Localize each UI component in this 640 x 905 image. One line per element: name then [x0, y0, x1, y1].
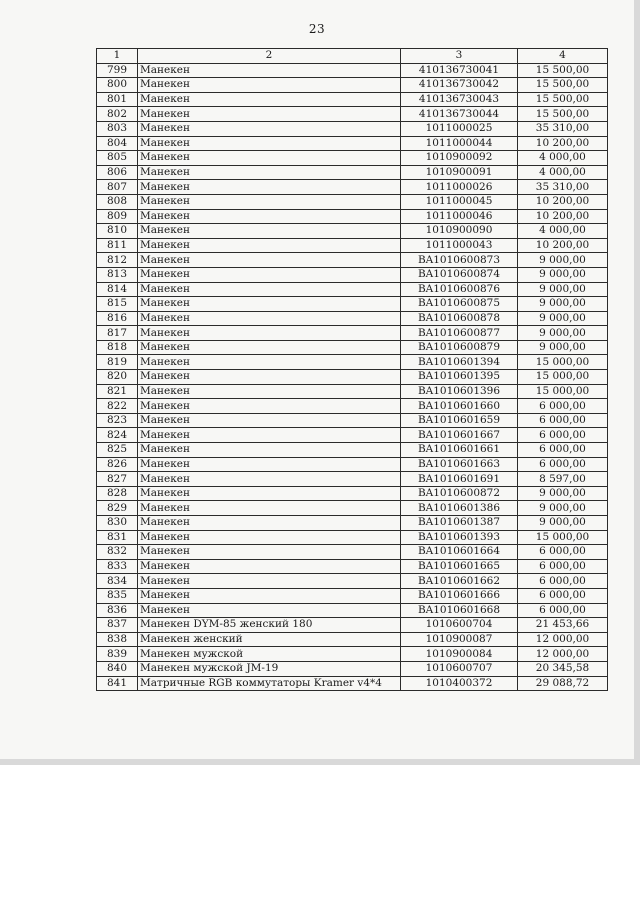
table-row	[97, 676, 608, 691]
table-row	[97, 355, 608, 370]
amount-cell: 6 000,00	[518, 603, 608, 618]
inventory-code-cell: BA1010601395	[401, 370, 518, 385]
row-number-cell: 807	[97, 180, 138, 195]
item-name-cell: Манекен	[138, 574, 401, 589]
table-row	[97, 501, 608, 516]
inventory-code-cell: 1011000045	[401, 194, 518, 209]
amount-cell: 4 000,00	[518, 151, 608, 166]
inventory-code-cell: BA1010601386	[401, 501, 518, 516]
row-number-cell: 821	[97, 384, 138, 399]
inventory-code-cell: BA1010600878	[401, 311, 518, 326]
row-number-cell: 818	[97, 340, 138, 355]
table-row	[97, 413, 608, 428]
table-row	[97, 107, 608, 122]
inventory-code-cell: 1011000026	[401, 180, 518, 195]
amount-cell: 6 000,00	[518, 413, 608, 428]
item-name-cell: Манекен мужской JM-19	[138, 661, 401, 676]
table-row	[97, 63, 608, 78]
inventory-code-cell: BA1010600874	[401, 267, 518, 282]
inventory-code-cell: BA1010601396	[401, 384, 518, 399]
table-row	[97, 559, 608, 574]
amount-cell: 35 310,00	[518, 180, 608, 195]
row-number-cell: 811	[97, 238, 138, 253]
item-name-cell: Манекен	[138, 399, 401, 414]
amount-cell: 6 000,00	[518, 588, 608, 603]
item-name-cell: Манекен	[138, 530, 401, 545]
item-name-cell: Манекен женский	[138, 632, 401, 647]
row-number-cell: 832	[97, 545, 138, 560]
table-header-row	[97, 49, 608, 64]
amount-cell: 9 000,00	[518, 486, 608, 501]
amount-cell: 9 000,00	[518, 340, 608, 355]
amount-cell: 6 000,00	[518, 399, 608, 414]
item-name-cell: Манекен	[138, 282, 401, 297]
table-row	[97, 340, 608, 355]
column-header-2: 2	[138, 49, 401, 64]
inventory-code-cell: BA1010601691	[401, 472, 518, 487]
row-number-cell: 806	[97, 165, 138, 180]
inventory-code-cell: BA1010600872	[401, 486, 518, 501]
item-name-cell: Манекен	[138, 165, 401, 180]
amount-cell: 20 345,58	[518, 661, 608, 676]
table-row	[97, 209, 608, 224]
item-name-cell: Матричные RGB коммутаторы Kramer v4*4	[138, 676, 401, 691]
table-row	[97, 311, 608, 326]
item-name-cell: Манекен	[138, 413, 401, 428]
inventory-code-cell: 1011000046	[401, 209, 518, 224]
inventory-code-cell: BA1010600877	[401, 326, 518, 341]
table-row	[97, 530, 608, 545]
item-name-cell: Манекен	[138, 588, 401, 603]
amount-cell: 10 200,00	[518, 136, 608, 151]
table-row	[97, 661, 608, 676]
amount-cell: 35 310,00	[518, 121, 608, 136]
item-name-cell: Манекен	[138, 311, 401, 326]
table-row	[97, 282, 608, 297]
item-name-cell: Манекен	[138, 472, 401, 487]
amount-cell: 15 000,00	[518, 530, 608, 545]
inventory-code-cell: BA1010601660	[401, 399, 518, 414]
table-row	[97, 486, 608, 501]
amount-cell: 15 000,00	[518, 384, 608, 399]
inventory-code-cell: 1010900092	[401, 151, 518, 166]
row-number-cell: 838	[97, 632, 138, 647]
amount-cell: 9 000,00	[518, 326, 608, 341]
row-number-cell: 810	[97, 224, 138, 239]
inventory-code-cell: 1010600704	[401, 618, 518, 633]
inventory-code-cell: BA1010601668	[401, 603, 518, 618]
amount-cell: 15 500,00	[518, 92, 608, 107]
amount-cell: 10 200,00	[518, 209, 608, 224]
table-body	[97, 63, 608, 691]
column-header-1: 1	[97, 49, 138, 64]
table-row	[97, 238, 608, 253]
item-name-cell: Манекен	[138, 92, 401, 107]
inventory-code-cell: 1010900087	[401, 632, 518, 647]
row-number-cell: 830	[97, 516, 138, 531]
inventory-code-cell: 1011000025	[401, 121, 518, 136]
item-name-cell: Манекен	[138, 559, 401, 574]
row-number-cell: 816	[97, 311, 138, 326]
amount-cell: 6 000,00	[518, 559, 608, 574]
amount-cell: 6 000,00	[518, 443, 608, 458]
inventory-code-cell: BA1010601664	[401, 545, 518, 560]
table-row	[97, 603, 608, 618]
inventory-code-cell: 410136730041	[401, 63, 518, 78]
item-name-cell: Манекен	[138, 224, 401, 239]
table-row	[97, 136, 608, 151]
table-row	[97, 121, 608, 136]
amount-cell: 9 000,00	[518, 516, 608, 531]
amount-cell: 4 000,00	[518, 165, 608, 180]
inventory-code-cell: BA1010601659	[401, 413, 518, 428]
inventory-code-cell: 1010900084	[401, 647, 518, 662]
inventory-code-cell: 1010900090	[401, 224, 518, 239]
amount-cell: 21 453,66	[518, 618, 608, 633]
inventory-code-cell: BA1010601661	[401, 443, 518, 458]
table-row	[97, 151, 608, 166]
amount-cell: 6 000,00	[518, 428, 608, 443]
inventory-code-cell: BA1010601666	[401, 588, 518, 603]
amount-cell: 9 000,00	[518, 297, 608, 312]
inventory-code-cell: BA1010600876	[401, 282, 518, 297]
row-number-cell: 814	[97, 282, 138, 297]
table-row	[97, 384, 608, 399]
item-name-cell: Манекен	[138, 238, 401, 253]
amount-cell: 6 000,00	[518, 457, 608, 472]
row-number-cell: 837	[97, 618, 138, 633]
row-number-cell: 800	[97, 78, 138, 93]
inventory-code-cell: 410136730043	[401, 92, 518, 107]
amount-cell: 4 000,00	[518, 224, 608, 239]
amount-cell: 15 500,00	[518, 107, 608, 122]
amount-cell: 10 200,00	[518, 194, 608, 209]
item-name-cell: Манекен	[138, 486, 401, 501]
inventory-code-cell: BA1010600873	[401, 253, 518, 268]
inventory-code-cell: 1011000043	[401, 238, 518, 253]
table-row	[97, 457, 608, 472]
inventory-code-cell: BA1010601667	[401, 428, 518, 443]
table-row	[97, 588, 608, 603]
row-number-cell: 815	[97, 297, 138, 312]
inventory-code-cell: 410136730044	[401, 107, 518, 122]
table-row	[97, 516, 608, 531]
inventory-code-cell: BA1010601393	[401, 530, 518, 545]
row-number-cell: 829	[97, 501, 138, 516]
inventory-code-cell: BA1010601663	[401, 457, 518, 472]
item-name-cell: Манекен	[138, 516, 401, 531]
inventory-code-cell: 1011000044	[401, 136, 518, 151]
item-name-cell: Манекен	[138, 545, 401, 560]
amount-cell: 15 000,00	[518, 370, 608, 385]
row-number-cell: 803	[97, 121, 138, 136]
item-name-cell: Манекен	[138, 194, 401, 209]
row-number-cell: 801	[97, 92, 138, 107]
item-name-cell: Манекен	[138, 136, 401, 151]
inventory-table	[96, 48, 608, 691]
inventory-code-cell: BA1010600875	[401, 297, 518, 312]
item-name-cell: Манекен	[138, 267, 401, 282]
inventory-code-cell: 1010900091	[401, 165, 518, 180]
column-header-4: 4	[518, 49, 608, 64]
amount-cell: 9 000,00	[518, 267, 608, 282]
table-row	[97, 92, 608, 107]
table-row	[97, 180, 608, 195]
table-row	[97, 399, 608, 414]
item-name-cell: Манекен	[138, 63, 401, 78]
amount-cell: 10 200,00	[518, 238, 608, 253]
row-number-cell: 828	[97, 486, 138, 501]
amount-cell: 6 000,00	[518, 545, 608, 560]
item-name-cell: Манекен	[138, 180, 401, 195]
row-number-cell: 808	[97, 194, 138, 209]
amount-cell: 6 000,00	[518, 574, 608, 589]
row-number-cell: 834	[97, 574, 138, 589]
table-row	[97, 297, 608, 312]
amount-cell: 9 000,00	[518, 253, 608, 268]
item-name-cell: Манекен	[138, 253, 401, 268]
inventory-code-cell: BA1010601662	[401, 574, 518, 589]
row-number-cell: 804	[97, 136, 138, 151]
inventory-code-cell: 410136730042	[401, 78, 518, 93]
table-row	[97, 253, 608, 268]
row-number-cell: 819	[97, 355, 138, 370]
table-row	[97, 267, 608, 282]
inventory-code-cell: BA1010601394	[401, 355, 518, 370]
item-name-cell: Манекен	[138, 443, 401, 458]
table-row	[97, 647, 608, 662]
row-number-cell: 826	[97, 457, 138, 472]
table-row	[97, 78, 608, 93]
row-number-cell: 799	[97, 63, 138, 78]
row-number-cell: 841	[97, 676, 138, 691]
item-name-cell: Манекен	[138, 107, 401, 122]
table-row	[97, 472, 608, 487]
row-number-cell: 802	[97, 107, 138, 122]
item-name-cell: Манекен	[138, 297, 401, 312]
amount-cell: 9 000,00	[518, 311, 608, 326]
amount-cell: 9 000,00	[518, 501, 608, 516]
row-number-cell: 809	[97, 209, 138, 224]
item-name-cell: Манекен	[138, 384, 401, 399]
amount-cell: 15 500,00	[518, 78, 608, 93]
table-row	[97, 194, 608, 209]
inventory-code-cell: BA1010600879	[401, 340, 518, 355]
table-row	[97, 326, 608, 341]
row-number-cell: 817	[97, 326, 138, 341]
amount-cell: 12 000,00	[518, 632, 608, 647]
row-number-cell: 833	[97, 559, 138, 574]
item-name-cell: Манекен мужской	[138, 647, 401, 662]
amount-cell: 9 000,00	[518, 282, 608, 297]
amount-cell: 15 000,00	[518, 355, 608, 370]
table-row	[97, 165, 608, 180]
column-header-3: 3	[401, 49, 518, 64]
table-row	[97, 443, 608, 458]
inventory-code-cell: BA1010601387	[401, 516, 518, 531]
row-number-cell: 827	[97, 472, 138, 487]
item-name-cell: Манекен	[138, 121, 401, 136]
item-name-cell: Манекен	[138, 78, 401, 93]
item-name-cell: Манекен	[138, 603, 401, 618]
row-number-cell: 813	[97, 267, 138, 282]
table-row	[97, 618, 608, 633]
table-row	[97, 370, 608, 385]
item-name-cell: Манекен	[138, 355, 401, 370]
row-number-cell: 825	[97, 443, 138, 458]
inventory-code-cell: 1010600707	[401, 661, 518, 676]
item-name-cell: Манекен	[138, 209, 401, 224]
inventory-code-cell: BA1010601665	[401, 559, 518, 574]
item-name-cell: Манекен DYM-85 женский 180	[138, 618, 401, 633]
row-number-cell: 839	[97, 647, 138, 662]
item-name-cell: Манекен	[138, 326, 401, 341]
table-row	[97, 545, 608, 560]
item-name-cell: Манекен	[138, 340, 401, 355]
item-name-cell: Манекен	[138, 151, 401, 166]
row-number-cell: 836	[97, 603, 138, 618]
table-row	[97, 428, 608, 443]
inventory-code-cell: 1010400372	[401, 676, 518, 691]
row-number-cell: 822	[97, 399, 138, 414]
row-number-cell: 840	[97, 661, 138, 676]
row-number-cell: 831	[97, 530, 138, 545]
table-row	[97, 632, 608, 647]
item-name-cell: Манекен	[138, 501, 401, 516]
row-number-cell: 823	[97, 413, 138, 428]
row-number-cell: 812	[97, 253, 138, 268]
row-number-cell: 824	[97, 428, 138, 443]
table-row	[97, 224, 608, 239]
amount-cell: 12 000,00	[518, 647, 608, 662]
amount-cell: 29 088,72	[518, 676, 608, 691]
amount-cell: 15 500,00	[518, 63, 608, 78]
amount-cell: 8 597,00	[518, 472, 608, 487]
row-number-cell: 835	[97, 588, 138, 603]
page-number: 23	[308, 22, 326, 36]
row-number-cell: 820	[97, 370, 138, 385]
table-row	[97, 574, 608, 589]
item-name-cell: Манекен	[138, 428, 401, 443]
item-name-cell: Манекен	[138, 370, 401, 385]
row-number-cell: 805	[97, 151, 138, 166]
item-name-cell: Манекен	[138, 457, 401, 472]
